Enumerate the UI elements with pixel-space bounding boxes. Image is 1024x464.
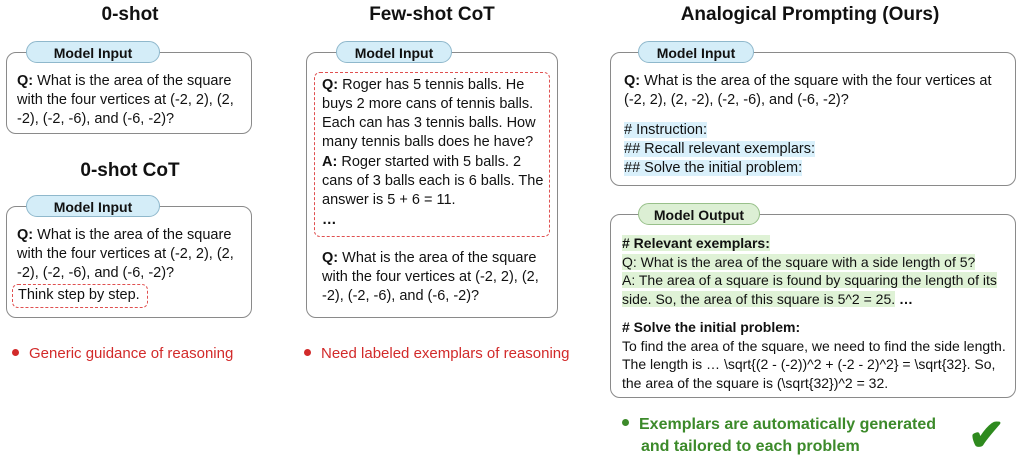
analogical-bullet: Exemplars are automatically generated and tailored to each problem xyxy=(622,414,962,458)
exemplar-question: Q: Roger has 5 tennis balls. He buys 2 more cans of tennis balls. Each can has 3 tennis balls. How many tennis balls does he have? xyxy=(322,77,536,150)
instruction-line: ## Recall relevant exemplars: xyxy=(624,141,816,157)
few-shot-question: Q: What is the area of the square with the four vertices at (-2, 2), (2, -2), (-2, -6), and (-6, -2)? xyxy=(322,250,539,304)
solve-problem: # Solve the initial problem: To find the area of the square, we need to find the side length. The length is … \sqrt{(2 - (-2))^2 + (-2 - 2)^2} = \sqrt{32}. So, the area of the square is (\sqrt{32})^2 = 32. xyxy=(622,319,1006,391)
bullet-dot-icon xyxy=(622,419,629,426)
zero-shot-bullet: Generic guidance of reasoning xyxy=(12,345,233,362)
bullet-dot-icon xyxy=(12,349,19,356)
analogical-question: Q: What is the area of the square with the four vertices at (-2, 2), (2, -2), (-2, -6), and (-6, -2)? xyxy=(624,73,992,108)
model-input-label: Model Input xyxy=(638,41,754,63)
exemplar-answer: A: Roger started with 5 balls. 2 cans of 3 balls each is 6 balls. The answer is 5 + 6 = 11. xyxy=(322,154,544,208)
zero-shot-cot-title: 0-shot CoT xyxy=(80,160,180,181)
col3-title: Analogical Prompting (Ours) xyxy=(680,4,940,25)
zero-shot-cot-question: Q: What is the area of the square with the four vertices at (-2, 2), (2, -2), (-2, -6), and (-6, -2)? xyxy=(17,227,234,281)
instruction-line: ## Solve the initial problem: xyxy=(624,160,803,176)
checkmark-icon: ✔ xyxy=(968,411,1005,460)
bullet-dot-icon xyxy=(304,349,311,356)
instruction-block xyxy=(624,121,815,178)
model-input-label: Model Input xyxy=(26,195,160,217)
col2-title: Few-shot CoT xyxy=(369,4,495,25)
few-shot-bullet: Need labeled exemplars of reasoning xyxy=(304,345,570,362)
zero-shot-question: Q: What is the area of the square with the four vertices at (-2, 2), (2, -2), (-2, -6), and (-6, -2)? xyxy=(17,73,234,127)
model-input-label: Model Input xyxy=(26,41,160,63)
model-output-label: Model Output xyxy=(638,203,760,225)
exemplar-ellipsis: … xyxy=(322,212,337,228)
model-input-label: Model Input xyxy=(336,41,452,63)
col1-title: 0-shot xyxy=(101,4,159,25)
instruction-line: # Instruction: xyxy=(624,122,708,138)
relevant-exemplars: # Relevant exemplars: Q: What is the area of the square with a side length of 5? A: The area of a square is found by squaring the length of its side. So, the area of this square is 5^2 = 25. … xyxy=(622,235,997,307)
think-step-text: Think step by step. xyxy=(18,287,140,303)
